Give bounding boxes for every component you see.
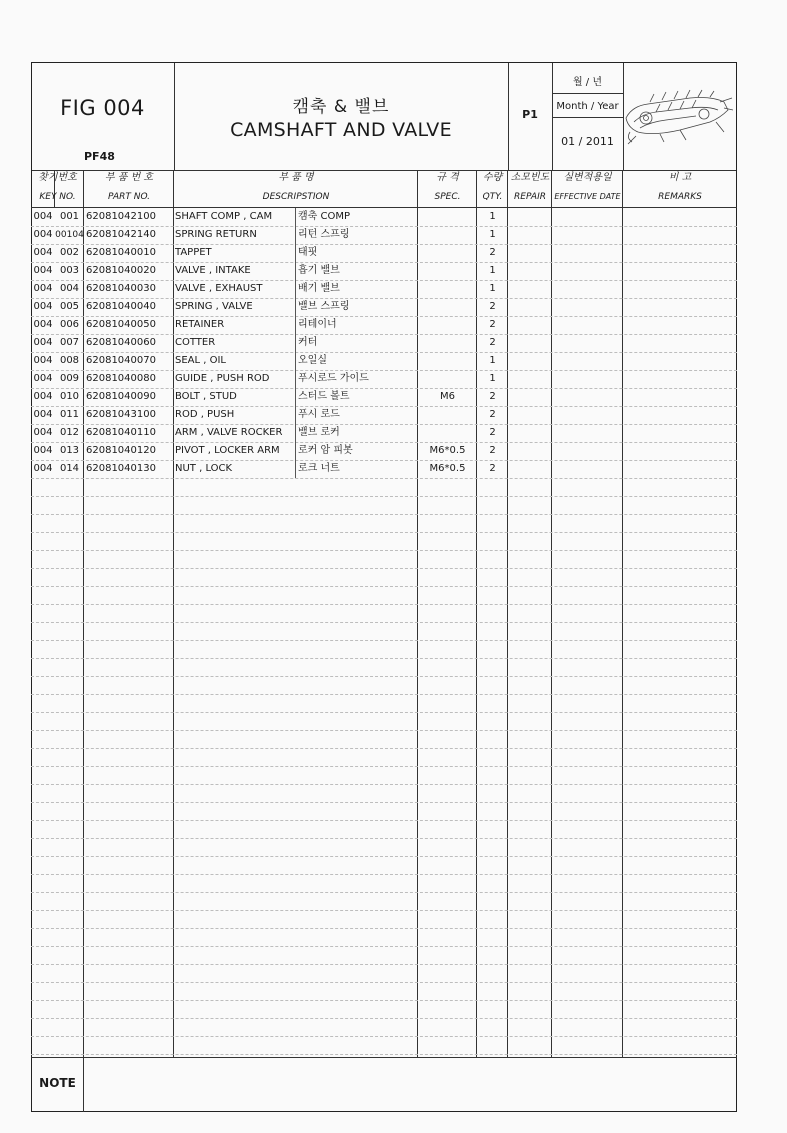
month-year-divider	[552, 117, 623, 118]
header-divider	[174, 63, 175, 171]
part-number-cell: 62081040050	[86, 319, 156, 330]
description-en-cell: SPRING RETURN	[175, 229, 257, 240]
part-number-cell: 62081042140	[86, 229, 156, 240]
key-number-cell: 007	[59, 337, 80, 348]
col-key-en: KEY NO.	[39, 192, 76, 202]
row-separator	[31, 694, 737, 695]
key-number-cell: 006	[59, 319, 80, 330]
title-korean: 캠축 & 밸브	[292, 97, 390, 117]
table-row	[0, 280, 787, 298]
key-number-cell: 014	[59, 463, 80, 474]
table-row	[0, 424, 787, 442]
fig-number-cell: 004	[33, 355, 53, 366]
col-qty-ko: 수량	[482, 172, 503, 183]
row-separator	[31, 676, 737, 677]
fig-number-cell: 004	[33, 265, 53, 276]
qty-cell: 1	[489, 265, 496, 276]
qty-cell: 1	[489, 373, 496, 384]
fig-number-cell: 004	[33, 319, 53, 330]
row-separator	[31, 910, 737, 911]
part-number-cell: 62081040070	[86, 355, 156, 366]
table-row	[0, 316, 787, 334]
description-en-cell: PIVOT , LOCKER ARM	[175, 445, 280, 456]
key-number-cell: 013	[59, 445, 80, 456]
row-separator	[31, 514, 737, 515]
row-separator	[31, 766, 737, 767]
fig-number-cell: 004	[33, 211, 53, 222]
table-row	[0, 460, 787, 478]
col-part-en: PART NO.	[107, 192, 151, 202]
row-separator	[31, 982, 737, 983]
col-remarks-en: REMARKS	[658, 192, 702, 202]
spec-cell: M6*0.5	[429, 463, 466, 474]
fig-number-cell: 004	[33, 247, 53, 258]
qty-cell: 2	[489, 337, 496, 348]
description-ko-cell: 밸브 스프링	[298, 301, 350, 312]
key-number-cell: 010	[59, 391, 80, 402]
row-separator	[31, 1054, 737, 1055]
row-separator	[31, 802, 737, 803]
part-number-cell: 62081040110	[86, 427, 156, 438]
description-en-cell: VALVE , INTAKE	[175, 265, 251, 276]
key-number-cell: 002	[59, 247, 80, 258]
row-separator	[31, 964, 737, 965]
row-separator	[31, 874, 737, 875]
figure-number: FIG 004	[60, 96, 145, 120]
row-separator	[31, 604, 737, 605]
qty-cell: 2	[489, 409, 496, 420]
table-row	[0, 226, 787, 244]
description-en-cell: NUT , LOCK	[175, 463, 233, 474]
description-en-cell: ROD , PUSH	[175, 409, 235, 420]
spec-cell: M6*0.5	[429, 445, 466, 456]
description-ko-cell: 스터드 볼트	[298, 391, 350, 402]
table-row	[0, 442, 787, 460]
key-number-cell: 005	[59, 301, 80, 312]
col-effective-ko: 실변적용일	[563, 172, 612, 183]
title-english: CAMSHAFT AND VALVE	[230, 119, 452, 141]
row-separator	[31, 478, 737, 479]
col-desc-en: DESCRIPSTION	[262, 192, 330, 202]
month-year-ko: 월 / 년	[572, 77, 603, 88]
description-ko-cell: 로커 암 피봇	[298, 445, 353, 456]
page-number: P1	[522, 108, 538, 121]
col-effective-en: EFFECTIVE DATE	[554, 192, 621, 201]
qty-cell: 2	[489, 247, 496, 258]
qty-cell: 2	[489, 391, 496, 402]
row-separator	[31, 532, 737, 533]
row-separator	[31, 856, 737, 857]
part-number-cell: 62081040040	[86, 301, 156, 312]
row-separator	[31, 568, 737, 569]
key-number-cell: 004	[59, 283, 80, 294]
part-number-cell: 62081043100	[86, 409, 156, 420]
description-ko-cell: 푸시로드 가이드	[298, 373, 369, 384]
table-row	[0, 370, 787, 388]
row-separator	[31, 496, 737, 497]
col-remarks-ko: 비 고	[668, 172, 692, 183]
description-en-cell: VALVE , EXHAUST	[175, 283, 263, 294]
fig-number-cell: 004	[33, 427, 53, 438]
part-number-cell: 62081040080	[86, 373, 156, 384]
key-number-cell: 011	[59, 409, 80, 420]
part-number-cell: 62081040020	[86, 265, 156, 276]
table-row	[0, 262, 787, 280]
table-row	[0, 244, 787, 262]
description-ko-cell: 로크 너트	[298, 463, 340, 474]
row-separator	[31, 622, 737, 623]
part-number-cell: 62081040060	[86, 337, 156, 348]
description-ko-cell: 리테이너	[298, 319, 337, 330]
row-separator	[31, 946, 737, 947]
description-en-cell: SPRING , VALVE	[175, 301, 253, 312]
col-qty-en: QTY.	[482, 192, 503, 202]
key-number-cell: 00104	[55, 230, 84, 240]
row-separator	[31, 820, 737, 821]
qty-cell: 1	[489, 355, 496, 366]
table-row	[0, 334, 787, 352]
col-spec-en: SPEC.	[434, 192, 461, 202]
note-section	[31, 1058, 737, 1112]
qty-cell: 2	[489, 319, 496, 330]
row-separator	[31, 1000, 737, 1001]
part-number-cell: 62081040090	[86, 391, 156, 402]
month-year-en: Month / Year	[556, 101, 619, 112]
model-code: PF48	[84, 150, 115, 163]
col-repair-ko: 소모빈도	[510, 172, 550, 183]
fig-number-cell: 004	[33, 409, 53, 420]
table-row	[0, 208, 787, 226]
part-number-cell: 62081040010	[86, 247, 156, 258]
description-ko-cell: 푸시 로드	[298, 409, 340, 420]
note-label: NOTE	[39, 1076, 76, 1090]
part-number-cell: 62081040120	[86, 445, 156, 456]
description-ko-cell: 캠축 COMP	[298, 211, 351, 222]
fig-number-cell: 004	[33, 445, 53, 456]
description-en-cell: BOLT , STUD	[175, 391, 237, 402]
key-number-cell: 009	[59, 373, 80, 384]
row-separator	[31, 838, 737, 839]
part-number-cell: 62081040030	[86, 283, 156, 294]
key-number-cell: 008	[59, 355, 80, 366]
col-desc-ko: 부 품 명	[278, 172, 314, 183]
description-en-cell: SHAFT COMP , CAM	[175, 211, 273, 222]
row-separator	[31, 640, 737, 641]
description-ko-cell: 커터	[298, 337, 318, 348]
month-year-divider	[552, 93, 623, 94]
description-ko-cell: 흡기 밸브	[298, 265, 340, 276]
description-ko-cell: 오일실	[298, 355, 327, 366]
description-en-cell: SEAL , OIL	[175, 355, 227, 366]
engine-illustration	[620, 88, 735, 146]
description-en-cell: ARM , VALVE ROCKER	[175, 427, 283, 438]
key-number-cell: 012	[59, 427, 80, 438]
spec-cell: M6	[440, 391, 455, 402]
table-row	[0, 406, 787, 424]
col-repair-en: REPAIR	[514, 192, 546, 202]
description-en-cell: RETAINER	[175, 319, 225, 330]
description-ko-cell: 밸브 로커	[298, 427, 340, 438]
qty-cell: 2	[489, 301, 496, 312]
fig-number-cell: 004	[33, 463, 53, 474]
row-separator	[31, 550, 737, 551]
row-separator	[31, 730, 737, 731]
description-ko-cell: 리턴 스프링	[298, 229, 350, 240]
qty-cell: 1	[489, 283, 496, 294]
col-part-ko: 부 품 번 호	[104, 172, 154, 183]
description-divider	[295, 208, 296, 478]
fig-number-cell: 004	[33, 391, 53, 402]
description-en-cell: COTTER	[175, 337, 216, 348]
fig-number-cell: 004	[33, 229, 53, 240]
issue-date: 01 / 2011	[561, 135, 614, 148]
qty-cell: 1	[489, 229, 496, 240]
part-number-cell: 62081040130	[86, 463, 156, 474]
row-separator	[31, 658, 737, 659]
row-separator	[31, 748, 737, 749]
qty-cell: 1	[489, 211, 496, 222]
table-row	[0, 298, 787, 316]
col-key-ko: 찾기번호	[38, 172, 77, 183]
col-spec-ko: 규 격	[436, 172, 459, 183]
description-en-cell: GUIDE , PUSH ROD	[175, 373, 270, 384]
qty-cell: 2	[489, 463, 496, 474]
description-ko-cell: 태핏	[298, 247, 318, 258]
table-row	[0, 352, 787, 370]
row-separator	[31, 784, 737, 785]
key-number-cell: 001	[59, 211, 80, 222]
fig-number-cell: 004	[33, 283, 53, 294]
description-ko-cell: 배기 밸브	[298, 283, 340, 294]
row-separator	[31, 712, 737, 713]
part-number-cell: 62081042100	[86, 211, 156, 222]
qty-cell: 2	[489, 427, 496, 438]
key-number-cell: 003	[59, 265, 80, 276]
fig-number-cell: 004	[33, 337, 53, 348]
fig-number-cell: 004	[33, 373, 53, 384]
row-separator	[31, 586, 737, 587]
row-separator	[31, 892, 737, 893]
table-row	[0, 388, 787, 406]
row-separator	[31, 1018, 737, 1019]
qty-cell: 2	[489, 445, 496, 456]
row-separator	[31, 1036, 737, 1037]
description-en-cell: TAPPET	[175, 247, 212, 258]
fig-number-cell: 004	[33, 301, 53, 312]
row-separator	[31, 928, 737, 929]
